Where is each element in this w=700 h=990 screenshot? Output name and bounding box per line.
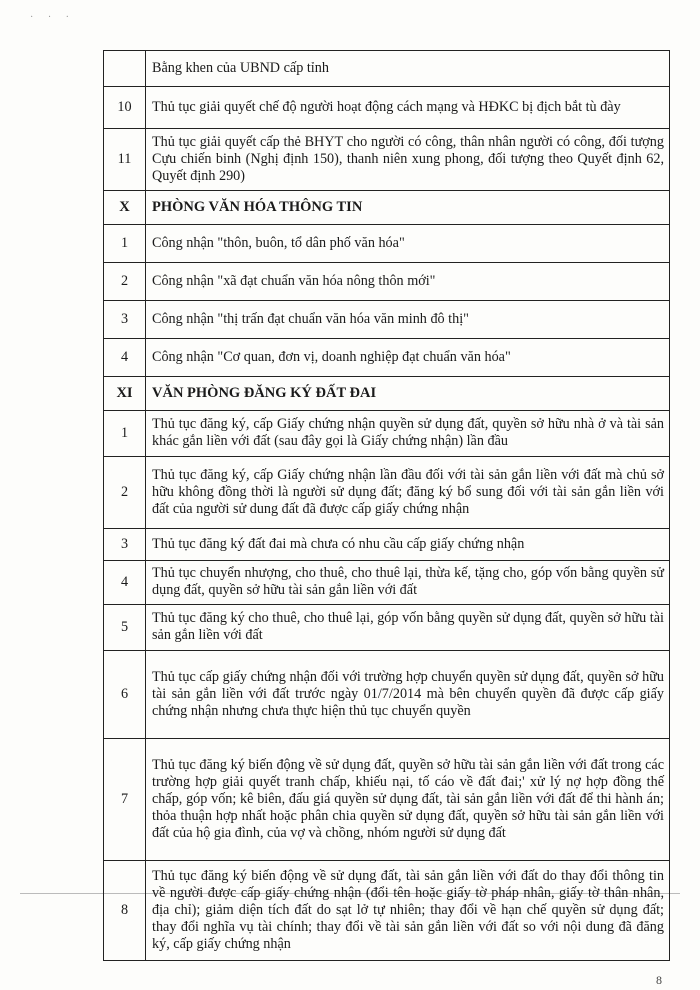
row-number: 4: [104, 561, 146, 605]
table-row: [104, 739, 670, 861]
table-row: [104, 605, 670, 651]
table-row: [104, 529, 670, 561]
procedure-text: Thủ tục đăng ký đất đai mà chưa có nhu cầu cấp giấy chứng nhận: [146, 529, 670, 561]
procedures-table: [103, 50, 670, 961]
row-number: 8: [104, 861, 146, 961]
procedure-text: Thủ tục cấp giấy chứng nhận đối với trường hợp chuyển quyền sử dụng đất, quyền sở hữu tài sản gắn liền với đất trước ngày 01/7/2014 mà bên chuyển quyền đã được cấp giấy chứng nhận nhưng chưa thực hiện thủ tục chuyển quyền: [146, 651, 670, 739]
row-number: 5: [104, 605, 146, 651]
procedure-text: Thủ tục đăng ký, cấp Giấy chứng nhận lần đầu đối với tài sản gắn liền với đất mà chủ sở hữu không đồng thời là người sử dụng đất; đăng ký bổ sung đối với tài sản gắn liền với đất của người sử dung đất đã được cấp giấy chứng nhận: [146, 457, 670, 529]
table-row: [104, 339, 670, 377]
procedure-text: Công nhận "xã đạt chuẩn văn hóa nông thôn mới": [146, 263, 670, 301]
procedure-text: Công nhận "Cơ quan, đơn vị, doanh nghiệp đạt chuẩn văn hóa": [146, 339, 670, 377]
procedure-text: Thủ tục giải quyết cấp thẻ BHYT cho người có công, thân nhân người có công, đối tượng Cựu chiến binh (Nghị định 150), thanh niên xung phong, đối tượng theo Quyết định 62, Quyết định 290): [146, 129, 670, 191]
table-row: [104, 225, 670, 263]
table-row: [104, 263, 670, 301]
procedure-text: Công nhận "thị trấn đạt chuẩn văn hóa văn minh đô thị": [146, 301, 670, 339]
table-row: [104, 51, 670, 87]
procedure-text: Công nhận "thôn, buôn, tổ dân phố văn hóa": [146, 225, 670, 263]
row-number: 6: [104, 651, 146, 739]
row-number: 10: [104, 87, 146, 129]
section-title: VĂN PHÒNG ĐĂNG KÝ ĐẤT ĐAI: [146, 377, 670, 411]
row-number: 1: [104, 225, 146, 263]
row-number: X: [104, 191, 146, 225]
scan-mark: · · ·: [30, 12, 75, 23]
section-row: [104, 191, 670, 225]
row-number: 3: [104, 529, 146, 561]
procedure-text: Thủ tục đăng ký cho thuê, cho thuê lại, góp vốn bằng quyền sử dụng đất, quyền sở hữu tài sản gắn liền với đất: [146, 605, 670, 651]
section-title: PHÒNG VĂN HÓA THÔNG TIN: [146, 191, 670, 225]
table-row: [104, 129, 670, 191]
page-number: 8: [656, 973, 662, 987]
row-number: 4: [104, 339, 146, 377]
table-row: [104, 861, 670, 961]
procedure-text: Thủ tục đăng ký biến động về sử dụng đất, tài sản gắn liền với đất do thay đổi thông tin về người được cấp giấy chứng nhận (đổi tên hoặc giấy tờ pháp nhân, giấy tờ thân nhân, địa chỉ); giảm diện tích đất do sạt lở tự nhiên; thay đổi về hạn chế quyền sử dụng đất; thay đổi nghĩa vụ tài chính; thay đổi về tài sản gắn liền với đất so với nội dung đã đăng ký, cấp giấy chứng nhận: [146, 861, 670, 961]
procedure-text: Thủ tục đăng ký biến động về sử dụng đất, quyền sở hữu tài sản gắn liền với đất trong các trường hợp giải quyết tranh chấp, khiếu nại, tố cáo về đất đai;' xử lý nợ hợp đồng thế chấp, góp vốn; kê biên, đấu giá quyền sử dụng đất, tài sản gắn liền với đất để thi hành án; thỏa thuận hợp nhất hoặc phân chia quyền sử dụng đất, quyền sở hữu tài sản gắn liền với đất của hộ gia đình, của vợ và chồng, nhóm người sử dụng đất: [146, 739, 670, 861]
row-number: 2: [104, 263, 146, 301]
table-row: [104, 561, 670, 605]
row-number: 1: [104, 411, 146, 457]
row-number: 3: [104, 301, 146, 339]
row-number: 2: [104, 457, 146, 529]
row-number: 7: [104, 739, 146, 861]
row-number: XI: [104, 377, 146, 411]
table-row: [104, 411, 670, 457]
section-row: [104, 377, 670, 411]
table-row: [104, 457, 670, 529]
procedure-text: Bằng khen của UBND cấp tỉnh: [146, 51, 670, 87]
row-number: [104, 51, 146, 87]
procedure-text: Thủ tục giải quyết chế độ người hoạt động cách mạng và HĐKC bị địch bắt tù đày: [146, 87, 670, 129]
procedure-text: Thủ tục chuyển nhượng, cho thuê, cho thuê lại, thừa kế, tặng cho, góp vốn bằng quyền sử dụng đất, quyền sở hữu tài sản gắn liền với đất: [146, 561, 670, 605]
row-number: 11: [104, 129, 146, 191]
table-row: [104, 87, 670, 129]
table-row: [104, 301, 670, 339]
procedure-text: Thủ tục đăng ký, cấp Giấy chứng nhận quyền sử dụng đất, quyền sở hữu nhà ở và tài sản khác gắn liền với đất (sau đây gọi là Giấy chứng nhận) lần đầu: [146, 411, 670, 457]
table-row: [104, 651, 670, 739]
